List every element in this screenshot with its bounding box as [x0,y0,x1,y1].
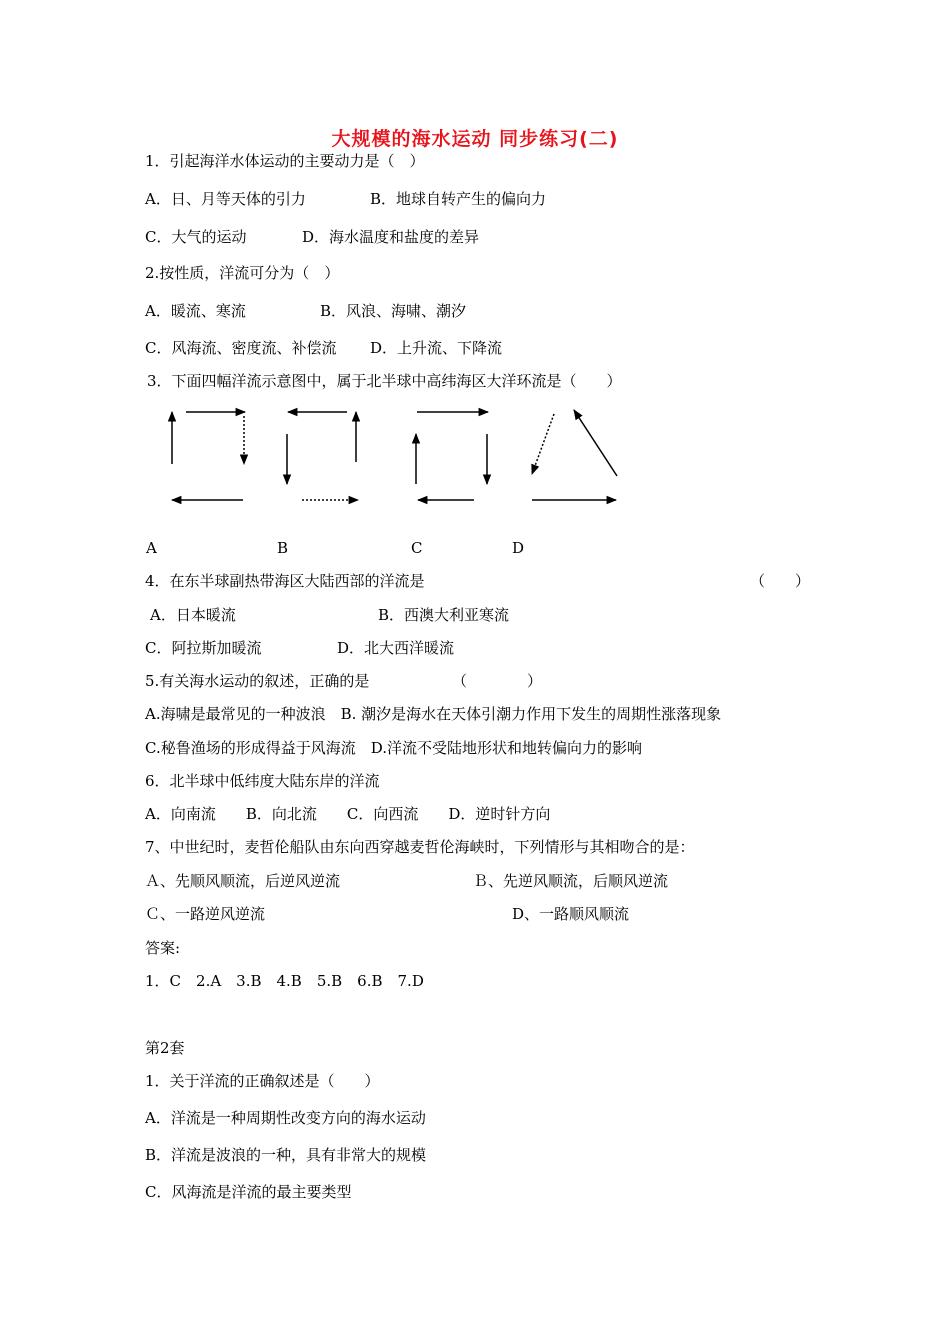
q1-option-d: D．海水温度和盐度的差异 [302,228,480,246]
q4-option-d: D．北大西洋暖流 [337,639,455,657]
q3-label-a: A [146,539,157,557]
q4-stem: 4．在东半球副热带海区大陆西部的洋流是 [145,572,425,590]
q2-option-a: A．暖流、寒流 [145,302,246,320]
q1-option-c: C．大气的运动 [145,228,247,246]
diagram-c [416,412,488,500]
diagram-b [287,412,358,500]
q4-option-a: A．日本暖流 [150,606,236,624]
set2-q1-option-a: A．洋流是一种周期性改变方向的海水运动 [145,1109,426,1127]
q5-answer-paren: （ ） [452,672,543,690]
q2-option-c: C．风海流、密度流、补偿流 [145,339,337,357]
set2-label: 第2套 [145,1039,185,1057]
diagram-d-right-arrow [574,410,617,476]
answers-values: 1．C 2.A 3.B 4.B 5.B 6.B 7.D [145,972,424,990]
q6-stem: 6．北半球中低纬度大陆东岸的洋流 [145,772,380,790]
page-title: 大规模的海水运动 同步练习(二) [331,128,619,150]
q2-stem: 2.按性质，洋流可分为（ ） [145,264,340,282]
diagram-a [172,412,245,500]
q7-stem: 7、中世纪时，麦哲伦船队由东向西穿越麦哲伦海峡时，下列情形与其相吻合的是： [145,838,695,856]
answers-label: 答案: [145,939,181,957]
q7-option-c: Ｃ、一路逆风逆流 [145,905,266,923]
set2-q1-stem: 1．关于洋流的正确叙述是（ ） [145,1072,380,1090]
q7-option-d: D、一路顺风顺流 [512,905,630,923]
q7-option-a: Ａ、先顺风顺流，后逆风逆流 [145,872,341,890]
set2-q1-option-c: C．风海流是洋流的最主要类型 [145,1183,352,1201]
q4-option-c: C．阿拉斯加暖流 [145,639,262,657]
q4-option-b: B．西澳大利亚寒流 [378,606,510,624]
q3-stem: 3．下面四幅洋流示意图中，属于北半球中高纬海区大洋环流是（ ） [147,372,622,390]
q3-label-c: C [411,539,423,557]
q1-option-a: A．日、月等天体的引力 [145,190,306,208]
diagram-d-left-arrow [532,414,554,474]
q2-option-d: D．上升流、下降流 [370,339,503,357]
q2-option-b: B．风浪、海啸、潮汐 [320,302,467,320]
q1-stem: 1．引起海洋水体运动的主要动力是（ ） [145,152,425,170]
q6-options: A．向南流 B．向北流 C．向西流 D．逆时针方向 [145,805,551,823]
q5-stem: 5.有关海水运动的叙述，正确的是 [145,672,370,690]
ocean-current-diagram [150,402,630,514]
q5-options-ab: A.海啸是最常见的一种波浪 B. 潮汐是海水在天体引潮力作用下发生的周期性涨落现象 [145,705,722,723]
q4-answer-paren: （ ） [750,572,811,590]
diagram-d [532,410,617,500]
q1-option-b: B．地球自转产生的偏向力 [370,190,547,208]
q7-option-b: Ｂ、先逆风顺流，后顺风逆流 [473,872,669,890]
set2-q1-option-b: B．洋流是波浪的一种，具有非常大的规模 [145,1146,427,1164]
q3-label-d: D [512,539,525,557]
q3-label-b: B [277,539,289,557]
q5-options-cd: C.秘鲁渔场的形成得益于风海流 D.洋流不受陆地形状和地转偏向力的影响 [145,739,642,757]
